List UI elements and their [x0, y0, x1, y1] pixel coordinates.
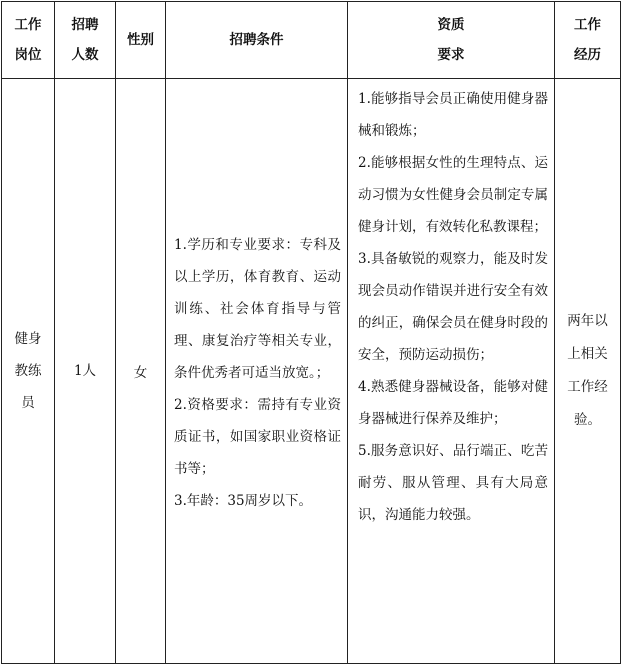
cell-gender: 女: [116, 79, 166, 664]
cell-count: 1人: [55, 79, 116, 664]
header-qualifications: 资质 要求: [348, 2, 555, 79]
header-conditions: 招聘条件: [166, 2, 348, 79]
cell-qualifications: [348, 79, 555, 664]
qualification-item: 4.熟悉健身器械设备，能够对健身器械进行保养及维护；: [358, 379, 548, 427]
table-row: [2, 79, 621, 664]
header-count: 招聘 人数: [55, 2, 116, 79]
header-gender: 性别: [116, 2, 166, 79]
cell-experience: 两年以上相关工作经验。: [555, 79, 621, 664]
condition-item: 1.学历和专业要求：专科及以上学历，体育教育、运动训练、社会体育指导与管理、康复治疗等相关专业，条件优秀者可适当放宽。；: [174, 236, 341, 381]
condition-item: 2.资格要求：需持有专业资质证书，如国家职业资格证书等；: [174, 396, 341, 477]
qualification-item: 1.能够指导会员正确使用健身器械和锻炼；: [358, 91, 548, 139]
cell-position: 健身 教练 员: [2, 79, 55, 664]
cell-conditions: [166, 79, 348, 664]
header-row: [2, 2, 621, 79]
header-position: 工作 岗位: [2, 2, 55, 79]
qualification-item: 5.服务意识好、品行端正、吃苦耐劳、服从管理、具有大局意识，沟通能力较强。: [358, 443, 548, 523]
qualification-item: 3.具备敏锐的观察力，能及时发现会员动作错误并进行安全有效的纠正，确保会员在健身时段的安全，预防运动损伤；: [358, 251, 548, 363]
condition-item: 3.年龄：35周岁以下。: [174, 492, 313, 509]
header-experience: 工作 经历: [555, 2, 621, 79]
qualification-item: 2.能够根据女性的生理特点、运动习惯为女性健身会员制定专属健身计划，有效转化私教课程；: [358, 155, 548, 235]
recruitment-table: [1, 1, 621, 664]
